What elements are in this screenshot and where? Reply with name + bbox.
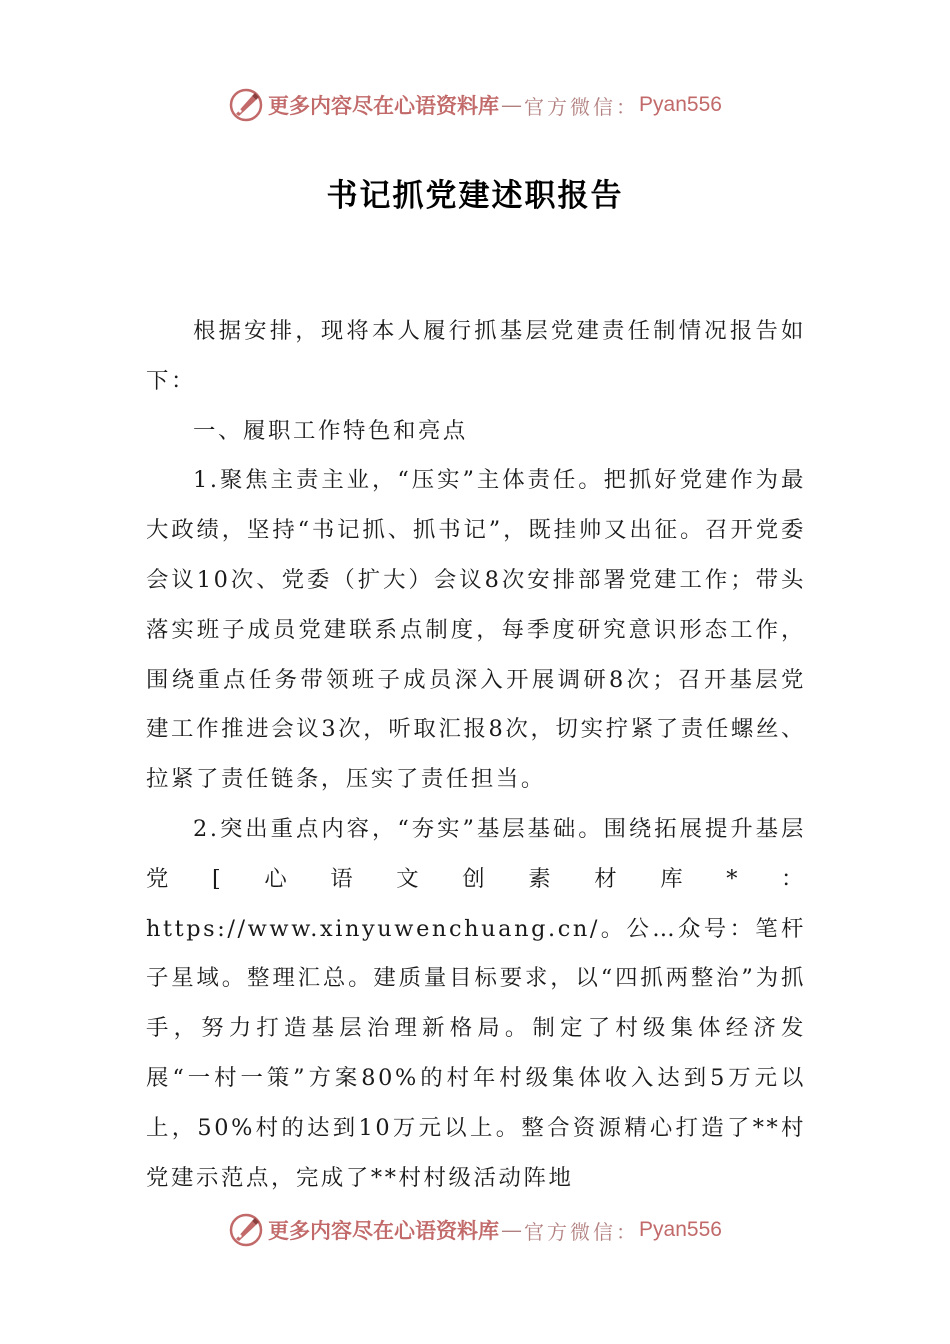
paragraph-item-1: 1.聚焦主责主业，“压实”主体责任。把抓好党建作为最大政绩，坚持“书记抓、抓书记”，既挂帅又出征。召开党委会议10次、党委（扩大）会议8次安排部署党建工作；带头落实班子成员党建联系点制度，每季度研究意识形态工作，围绕重点任务带领班子成员深入开展调研8次；召开基层党建工作推进会议3次，听取汇报8次，切实拧紧了责任螺丝、拉紧了责任链条，压实了责任担当。	[146, 467, 806, 793]
document-body	[146, 307, 806, 1203]
banner-official-label: 官方微信：	[524, 1219, 640, 1244]
paragraph-intro: 根据安排，现将本人履行抓基层党建责任制情况报告如下：	[146, 318, 806, 394]
banner-separator: —	[501, 1218, 523, 1242]
banner-text: 更多内容尽在心语资料库	[268, 93, 500, 118]
banner-text: 更多内容尽在心语资料库	[268, 1218, 500, 1243]
banner-separator: —	[501, 93, 523, 117]
banner-wechat-id: Pyan556	[639, 1218, 722, 1241]
pen-nib-icon	[228, 87, 264, 123]
footer-watermark-banner	[0, 1205, 950, 1255]
pen-nib-icon	[228, 1212, 264, 1248]
section-heading-1: 一、履职工作特色和亮点	[193, 417, 468, 444]
banner-official-label: 官方微信：	[524, 94, 640, 119]
document-title: 书记抓党建述职报告	[326, 178, 624, 214]
header-watermark-banner	[0, 80, 950, 130]
banner-wechat-id: Pyan556	[639, 93, 722, 116]
paragraph-item-2: 2.突出重点内容，“夯实”基层基础。围绕拓展提升基层党[心语文创素材库*：https://www.xinyuwenchuang.cn/。公…众号：笔杆子星域。整理汇总。建质量目标要求，以“四抓两整治”为抓手，努力打造基层治理新格局。制定了村级集体经济发展“一村一策”方案80%的村年村级集体收入达到5万元以上，50%村的达到10万元以上。整合资源精心打造了**村党建示范点，完成了**村村级活动阵地	[146, 815, 806, 1191]
